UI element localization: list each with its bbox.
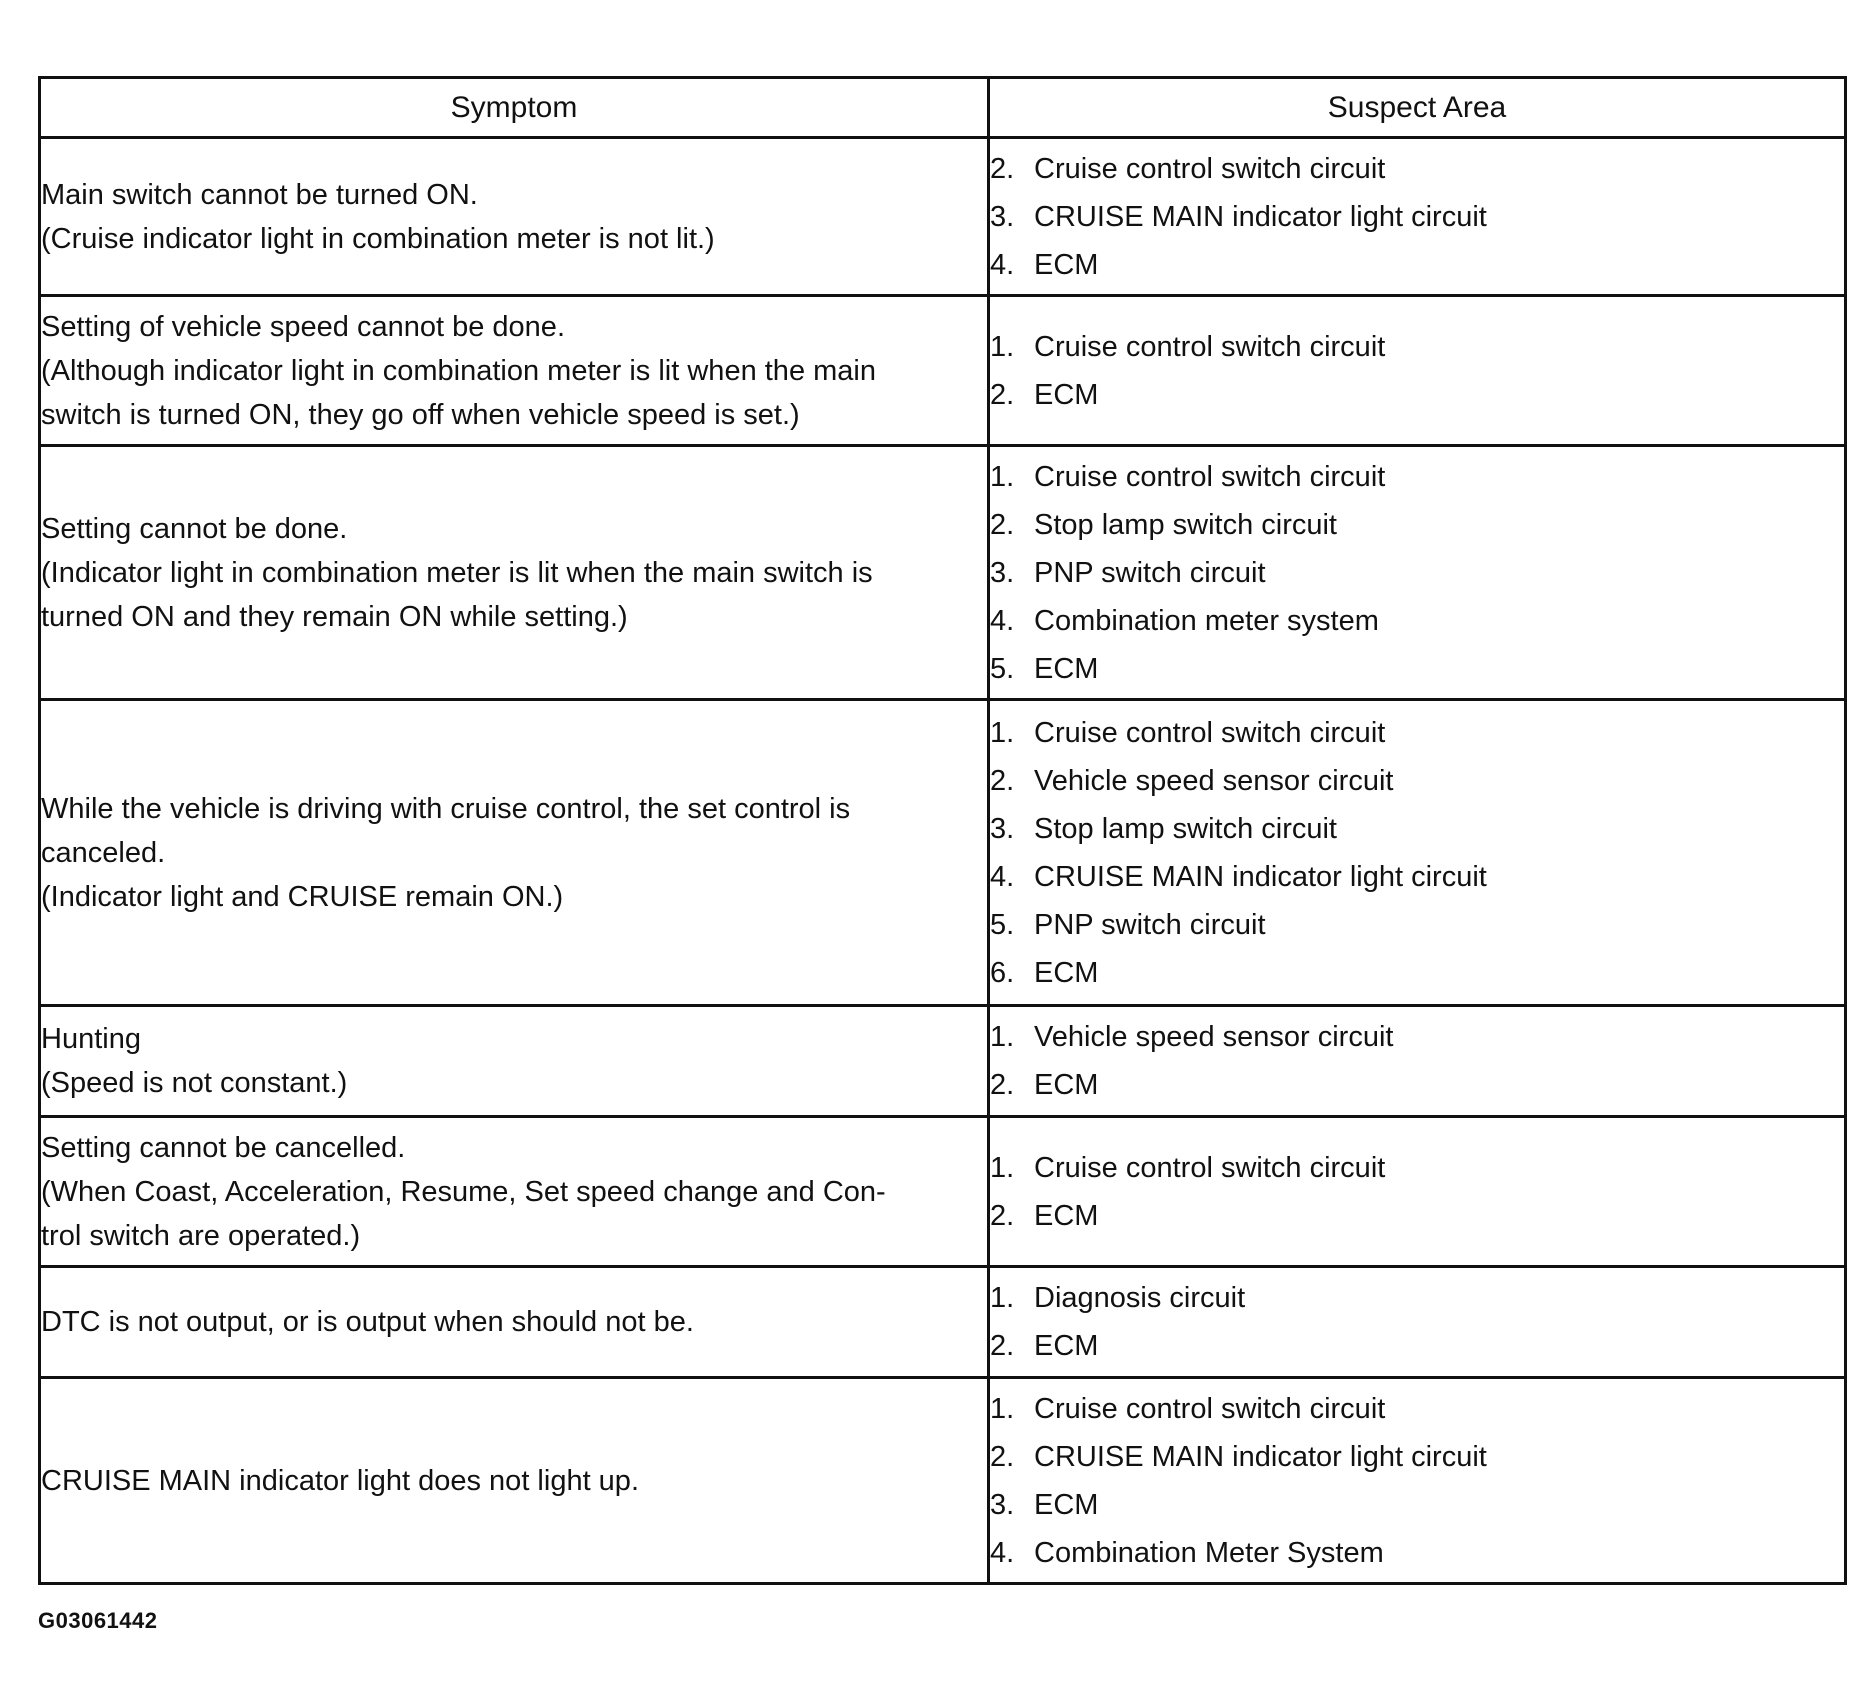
suspect-area-list bbox=[990, 1144, 1844, 1240]
symptom-cell bbox=[40, 1006, 989, 1117]
suspect-area-item bbox=[990, 1192, 1844, 1240]
suspect-area-item bbox=[990, 949, 1844, 997]
suspect-item-number: 2. bbox=[990, 1330, 1015, 1362]
suspect-area-cell bbox=[989, 1267, 1846, 1378]
suspect-item-text: ECM bbox=[1034, 956, 1099, 989]
suspect-item-number: 2. bbox=[990, 764, 1015, 797]
suspect-item-text: Cruise control switch circuit bbox=[1034, 1392, 1386, 1425]
suspect-item-number: 2. bbox=[990, 1069, 1015, 1101]
suspect-area-item bbox=[990, 853, 1844, 901]
suspect-area-item bbox=[990, 1274, 1844, 1322]
table-row bbox=[40, 1267, 1846, 1378]
symptom-cell bbox=[40, 1117, 989, 1267]
suspect-item-number: 5. bbox=[990, 652, 1015, 685]
suspect-item-number: 6. bbox=[990, 956, 1015, 989]
symptom-table bbox=[38, 76, 1847, 1585]
suspect-area-item bbox=[990, 1481, 1844, 1529]
suspect-area-item bbox=[990, 1433, 1844, 1481]
suspect-area-list bbox=[990, 323, 1844, 419]
symptom-text-line: While the vehicle is driving with cruise control, the set control is bbox=[41, 792, 851, 825]
suspect-item-text: CRUISE MAIN indicator light circuit bbox=[1034, 1440, 1487, 1473]
suspect-area-item bbox=[990, 145, 1844, 193]
suspect-item-text: CRUISE MAIN indicator light circuit bbox=[1034, 200, 1487, 233]
suspect-area-item bbox=[990, 757, 1844, 805]
suspect-item-text: ECM bbox=[1034, 248, 1099, 281]
suspect-item-number: 1. bbox=[990, 460, 1015, 493]
suspect-item-text: ECM bbox=[1034, 1069, 1099, 1101]
symptom-text-line: Hunting bbox=[41, 1023, 141, 1055]
symptom-text-line: canceled. bbox=[41, 836, 166, 869]
symptom-text-line: (Although indicator light in combination meter is lit when the main bbox=[41, 354, 876, 387]
suspect-area-item bbox=[990, 501, 1844, 549]
table-body bbox=[40, 138, 1846, 1584]
suspect-area-cell bbox=[989, 700, 1846, 1006]
table-row bbox=[40, 700, 1846, 1006]
suspect-area-item bbox=[990, 1529, 1844, 1577]
suspect-item-text: ECM bbox=[1034, 1330, 1099, 1362]
suspect-item-text: Vehicle speed sensor circuit bbox=[1034, 1021, 1394, 1053]
symptom-text-line: Setting cannot be cancelled. bbox=[41, 1131, 406, 1164]
suspect-area-list bbox=[990, 709, 1844, 997]
symptom-text-line: switch is turned ON, they go off when vehicle speed is set.) bbox=[41, 398, 800, 431]
suspect-area-item bbox=[990, 1385, 1844, 1433]
suspect-item-text: Combination meter system bbox=[1034, 604, 1379, 637]
suspect-area-item bbox=[990, 549, 1844, 597]
suspect-area-cell bbox=[989, 296, 1846, 446]
suspect-item-text: ECM bbox=[1034, 1488, 1099, 1521]
suspect-item-text: Cruise control switch circuit bbox=[1034, 460, 1386, 493]
suspect-item-text: ECM bbox=[1034, 652, 1099, 685]
symptom-text-line: DTC is not output, or is output when should not be. bbox=[41, 1306, 694, 1338]
diagnosis-table-container bbox=[38, 76, 1844, 1585]
suspect-item-number: 2. bbox=[990, 1440, 1015, 1473]
suspect-area-item bbox=[990, 805, 1844, 853]
suspect-item-text: Cruise control switch circuit bbox=[1034, 330, 1386, 363]
table-header-row bbox=[40, 78, 1846, 138]
symptom-text-line: (When Coast, Acceleration, Resume, Set speed change and Con- bbox=[41, 1175, 886, 1208]
suspect-item-text: Stop lamp switch circuit bbox=[1034, 508, 1337, 541]
symptom-text-line: Setting of vehicle speed cannot be done. bbox=[41, 310, 565, 343]
symptom-text-line: (Speed is not constant.) bbox=[41, 1067, 348, 1099]
suspect-item-number: 1. bbox=[990, 1151, 1015, 1184]
symptom-text-line: trol switch are operated.) bbox=[41, 1219, 361, 1252]
suspect-item-text: ECM bbox=[1034, 378, 1099, 411]
symptom-cell bbox=[40, 446, 989, 700]
suspect-area-cell bbox=[989, 1006, 1846, 1117]
suspect-area-item bbox=[990, 901, 1844, 949]
suspect-item-number: 2. bbox=[990, 508, 1015, 541]
suspect-area-item bbox=[990, 597, 1844, 645]
symptom-text-line: (Indicator light in combination meter is lit when the main switch is bbox=[41, 556, 873, 589]
suspect-area-list bbox=[990, 145, 1844, 289]
table-row bbox=[40, 1117, 1846, 1267]
symptom-text-line: (Cruise indicator light in combination meter is not lit.) bbox=[41, 222, 715, 255]
suspect-item-number: 3. bbox=[990, 200, 1015, 233]
suspect-area-cell bbox=[989, 446, 1846, 700]
suspect-area-item bbox=[990, 193, 1844, 241]
suspect-area-cell bbox=[989, 1378, 1846, 1584]
symptom-text-line: Main switch cannot be turned ON. bbox=[41, 178, 478, 211]
symptom-column-header: Symptom bbox=[40, 78, 989, 138]
suspect-item-number: 1. bbox=[990, 1021, 1015, 1053]
symptom-cell bbox=[40, 138, 989, 296]
suspect-area-item bbox=[990, 453, 1844, 501]
suspect-item-number: 4. bbox=[990, 248, 1015, 281]
suspect-item-number: 1. bbox=[990, 716, 1015, 749]
suspect-area-item bbox=[990, 709, 1844, 757]
suspect-item-text: PNP switch circuit bbox=[1034, 908, 1266, 941]
suspect-item-number: 4. bbox=[990, 860, 1015, 893]
suspect-area-item bbox=[990, 323, 1844, 371]
suspect-item-number: 1. bbox=[990, 1282, 1015, 1314]
symptom-cell bbox=[40, 700, 989, 1006]
symptom-text-line: turned ON and they remain ON while setting.) bbox=[41, 600, 628, 633]
symptom-text-line: CRUISE MAIN indicator light does not light up. bbox=[41, 1464, 639, 1497]
suspect-item-text: Vehicle speed sensor circuit bbox=[1034, 764, 1394, 797]
table-row bbox=[40, 446, 1846, 700]
suspect-item-number: 2. bbox=[990, 152, 1015, 185]
suspect-item-text: Cruise control switch circuit bbox=[1034, 152, 1386, 185]
suspect-item-number: 2. bbox=[990, 378, 1015, 411]
suspect-item-text: Cruise control switch circuit bbox=[1034, 1151, 1386, 1184]
suspect-area-item bbox=[990, 371, 1844, 419]
symptom-cell bbox=[40, 1267, 989, 1378]
suspect-item-number: 3. bbox=[990, 556, 1015, 589]
suspect-area-item bbox=[990, 1322, 1844, 1370]
suspect-item-text: PNP switch circuit bbox=[1034, 556, 1266, 589]
suspect-area-list bbox=[990, 1385, 1844, 1577]
suspect-area-item bbox=[990, 1013, 1844, 1061]
suspect-area-cell bbox=[989, 1117, 1846, 1267]
suspect-item-number: 3. bbox=[990, 1488, 1015, 1521]
suspect-item-number: 5. bbox=[990, 908, 1015, 941]
suspect-item-text: Cruise control switch circuit bbox=[1034, 716, 1386, 749]
symptom-cell bbox=[40, 1378, 989, 1584]
suspect-item-number: 1. bbox=[990, 330, 1015, 363]
suspect-area-list bbox=[990, 1013, 1844, 1109]
suspect-area-cell bbox=[989, 138, 1846, 296]
suspect-area-column-header: Suspect Area bbox=[989, 78, 1846, 138]
suspect-item-number: 1. bbox=[990, 1392, 1015, 1425]
suspect-item-number: 4. bbox=[990, 1536, 1015, 1569]
symptom-text-line: Setting cannot be done. bbox=[41, 512, 348, 545]
suspect-area-item bbox=[990, 1144, 1844, 1192]
table-row bbox=[40, 1378, 1846, 1584]
suspect-item-text: Diagnosis circuit bbox=[1034, 1282, 1246, 1314]
suspect-item-number: 2. bbox=[990, 1199, 1015, 1232]
figure-id: G03061442 bbox=[38, 1608, 158, 1633]
suspect-item-text: ECM bbox=[1034, 1199, 1099, 1232]
suspect-item-number: 3. bbox=[990, 812, 1015, 845]
suspect-item-text: CRUISE MAIN indicator light circuit bbox=[1034, 860, 1487, 893]
suspect-item-text: Stop lamp switch circuit bbox=[1034, 812, 1337, 845]
table-row bbox=[40, 1006, 1846, 1117]
suspect-area-list bbox=[990, 1274, 1844, 1370]
symptom-cell bbox=[40, 296, 989, 446]
suspect-area-item bbox=[990, 645, 1844, 693]
table-row bbox=[40, 296, 1846, 446]
symptom-text-line: (Indicator light and CRUISE remain ON.) bbox=[41, 880, 564, 913]
suspect-item-text: Combination Meter System bbox=[1034, 1536, 1384, 1569]
suspect-area-list bbox=[990, 453, 1844, 693]
suspect-area-item bbox=[990, 241, 1844, 289]
table-row bbox=[40, 138, 1846, 296]
suspect-area-item bbox=[990, 1061, 1844, 1109]
suspect-item-number: 4. bbox=[990, 604, 1015, 637]
